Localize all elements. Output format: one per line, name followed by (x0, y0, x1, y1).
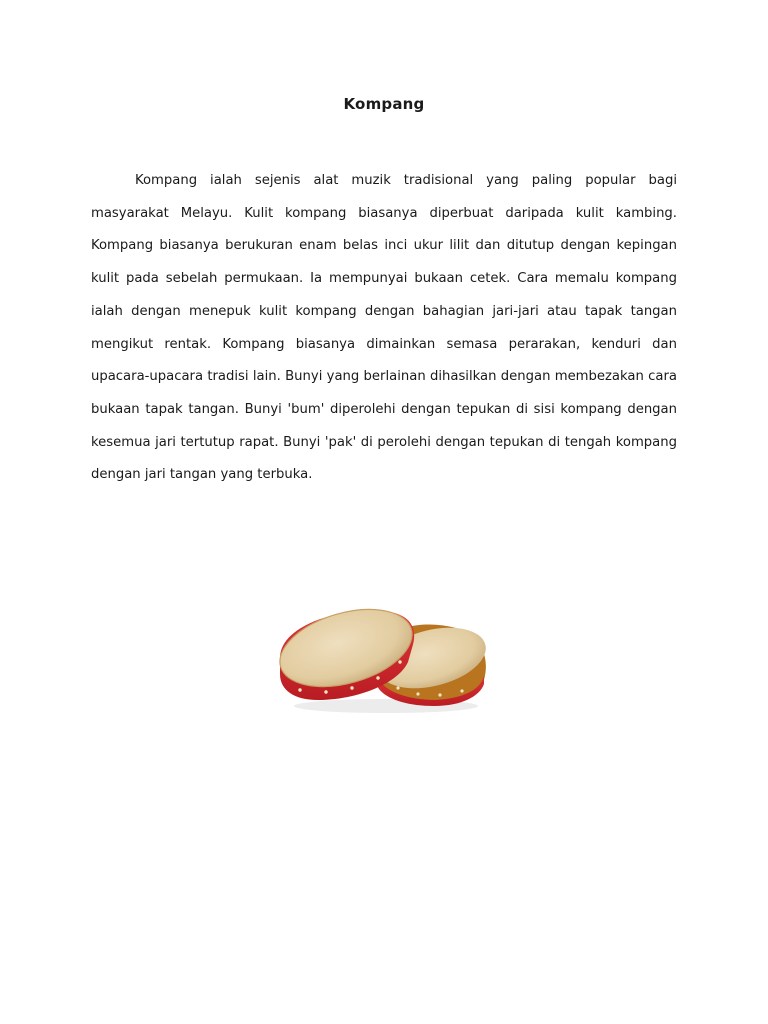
kompang-image (278, 600, 490, 718)
body-paragraph: Kompang ialah sejenis alat muzik tradisional yang paling popular bagi masyarakat Melayu. Kulit kompang biasanya diperbuat daripada kulit kambing. Kompang biasanya berukuran enam belas inci ukur lilit dan ditutup dengan kepingan kulit pada sebelah permukaan. Ia mempunyai bukaan cetek. Cara memalu kompang ialah dengan menepuk kulit kompang dengan bahagian jari-jari atau tapak tangan mengikut rentak. Kompang biasanya dimainkan semasa perarakan, kenduri dan upacara-upacara tradisi lain. Bunyi yang berlainan dihasilkan dengan membezakan cara bukaan tapak tangan. Bunyi 'bum' diperolehi dengan tepukan di sisi kompang dengan kesemua jari tertutup rapat. Bunyi 'pak' di perolehi dengan tepukan di tengah kompang dengan jari tangan yang terbuka. (91, 173, 677, 483)
page-title: Kompang (343, 95, 425, 113)
